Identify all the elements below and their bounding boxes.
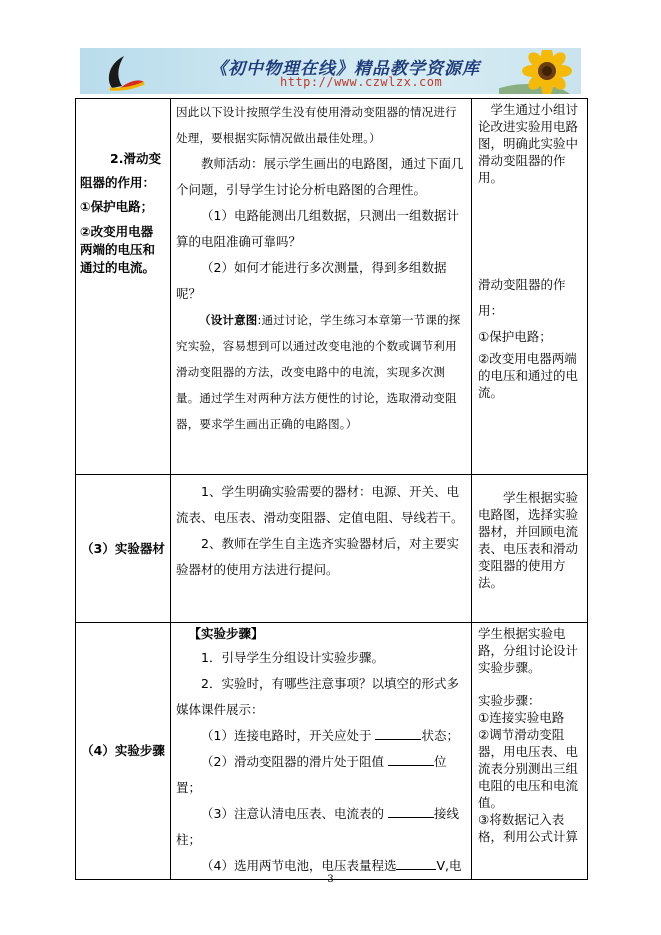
blank-1-line: [375, 728, 421, 740]
banner-title: 《初中物理在线》精品教学资源库: [210, 59, 480, 79]
row1-student-top: 学生通过小组讨论改进实验用电路图，明确此实验中滑动变阻器的作用。: [478, 102, 579, 185]
design-intent-label: （设计意图: [199, 313, 258, 327]
blank-1: [171, 723, 471, 749]
question-1: （1）电路能测出几组数据，只测出一组数据计算的电阻准确可靠吗？: [176, 208, 459, 249]
row3-student-top: 学生根据实验电路，分组讨论设计实验步骤。: [478, 626, 579, 675]
blank-3: [171, 801, 471, 853]
student-line: 滑动变阻器的作用：: [478, 277, 566, 318]
step-line: ③将数据记入表格，利用公式计算: [478, 812, 579, 844]
row2-topic-cell: [76, 475, 171, 623]
row3-topic-cell: [76, 623, 171, 880]
lesson-table: [75, 98, 588, 880]
row1-topic-line: ②改变用电器: [80, 224, 154, 239]
row1-topic-line: ①保护电路；: [80, 199, 154, 214]
question-2: （2）如何才能进行多次测量，得到多组数据呢？: [176, 260, 447, 301]
design-intent-text: :通过讨论，学生练习本章第一节课的探究实验，容易想到可以通过改变电池的个数或调节利用滑动变阻器的方法，改变电路中的电流，实现多次测量。通过学生对两种方法方便性的讨论，选取滑动变阻器，要求学生画出正确的电路图。）: [176, 313, 461, 431]
row1-topic-cell: [76, 99, 171, 475]
banner-url[interactable]: http://www.czwlzx.com: [280, 75, 443, 89]
blank-4-pre: （4）选用两节电池，电压表量程选: [201, 858, 397, 873]
header-banner: [80, 48, 581, 94]
row2-student-cell: [472, 475, 588, 623]
teacher-activity: 教师活动：展示学生画出的电路图，通过下面几个问题，引导学生讨论分析电路图的合理性。: [176, 156, 464, 197]
step-line: ①连接实验电路: [478, 710, 565, 725]
blank-3-post: 接线柱；: [176, 806, 459, 847]
step-line: ②调节滑动变阻器，用电压表、电流表分别测出三组电阻的电压和电流值。: [478, 727, 579, 810]
row2-student-text: 学生根据实验电路图，选择实验器材，并回顾电流表、电压表和滑动变阻器的使用方法。: [478, 490, 579, 590]
row1-student-cell: [472, 99, 588, 475]
row1-topic-line: 2.滑动变: [110, 151, 161, 166]
row1-content-cell: [171, 99, 472, 475]
design-note-top: 因此以下设计按照学生没有使用滑动变阻器的情况进行处理，要根据实际情况做出最佳处理。）: [176, 105, 457, 145]
blank-4-post: V,电: [436, 858, 462, 873]
row1-student-bottom: [472, 270, 587, 401]
student-line: ①保护电路；: [478, 329, 552, 344]
table-row: [76, 623, 588, 880]
student-line: ②改变用电器两端的电压和通过的电流。: [478, 351, 579, 400]
materials-p2: 2、教师在学生自主选齐实验器材后，对主要实验器材的使用方法进行提问。: [176, 536, 459, 577]
row2-content-cell: [171, 475, 472, 623]
design-intent: [171, 307, 471, 437]
row3-topic: （4）实验步骤: [81, 743, 165, 758]
step-line: 实验步骤：: [478, 693, 541, 708]
table-row: [76, 99, 588, 475]
step-2: 2．实验时，有哪些注意事项？以填空的形式多媒体课件展示：: [176, 676, 459, 717]
blank-2: [171, 749, 471, 801]
page-number: 3: [327, 874, 334, 885]
site-logo-icon: [98, 52, 146, 92]
row1-topic-line: 两端的电压和: [80, 242, 156, 257]
step-1: 1．引导学生分组设计实验步骤。: [201, 650, 384, 665]
row1-topic-line: 阻器的作用：: [80, 175, 156, 190]
row2-topic: （3）实验器材: [81, 540, 165, 556]
blank-1-pre: （1）连接电路时，开关应处于: [201, 728, 372, 743]
row1-topic-line: 通过的电流。: [80, 260, 156, 275]
row3-content-cell: [171, 623, 472, 880]
blank-1-post: 状态；: [421, 728, 459, 743]
table-row: [76, 475, 588, 623]
blank-2-pre: （2）滑动变阻器的滑片处于阻值: [201, 754, 384, 769]
blank-2-post: 位置；: [176, 754, 447, 795]
blank-2-line: [388, 754, 434, 766]
blank-3-pre: （3）注意认清电压表、电流表的: [201, 806, 384, 821]
steps-heading: 【实验步骤】: [188, 626, 264, 641]
blank-3-line: [388, 806, 434, 818]
blank-4-line: [396, 858, 436, 870]
materials-p1: 1、学生明确实验需要的器材：电源、开关、电流表、电压表、滑动变阻器、定值电阻、导线若干。: [176, 484, 464, 525]
sunflower-icon: [499, 50, 575, 94]
row3-student-bottom: [472, 690, 587, 845]
row3-student-cell: [472, 623, 588, 880]
